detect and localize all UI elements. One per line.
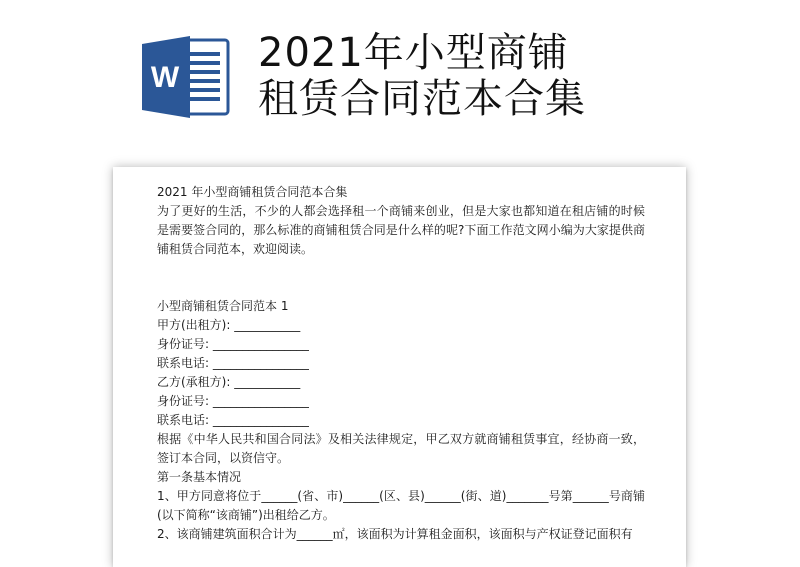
intro-paragraph: 为了更好的生活，不少的人都会选择租一个商铺来创业，但是大家也都知道在租店铺的时候是需要签合同的，那么标准的商铺租赁合同是什么样的呢?下面工作范文网小编为大家提供商铺租赁合同范本，欢迎阅读。 [157, 204, 645, 256]
svg-text:W: W [150, 61, 180, 94]
section-title: 小型商铺租赁合同范本 1 [157, 299, 289, 313]
title-line-2: 租赁合同范本合集 [258, 76, 586, 122]
party-a-field: 甲方(出租方): ___________ [157, 318, 301, 332]
title-line-1: 2021年小型商铺 [258, 30, 569, 76]
word-document-icon [142, 34, 232, 120]
party-a-phone-field: 联系电话: ________________ [157, 356, 309, 370]
preamble-paragraph: 根据《中华人民共和国合同法》及相关法律规定，甲乙双方就商铺租赁事宜，经协商一致，签订本合同，以资信守。 [157, 432, 645, 465]
clause-1-2: 2、该商铺建筑面积合计为______㎡，该面积为计算租金面积，该面积与产权证登记面积有 [157, 527, 633, 541]
page-title [258, 30, 586, 122]
party-b-field: 乙方(承租方): ___________ [157, 375, 301, 389]
clause-1-1: 1、甲方同意将位于______(省、市)______(区、县)______(街、道)_______号第______号商铺(以下简称“该商铺”)出租给乙方。 [157, 489, 645, 522]
party-a-id-field: 身份证号: ________________ [157, 337, 309, 351]
party-b-phone-field: 联系电话: ________________ [157, 413, 309, 427]
document-heading: 2021 年小型商铺租赁合同范本合集 [157, 185, 348, 199]
article-1-title: 第一条基本情况 [157, 470, 242, 484]
header-banner [0, 0, 800, 150]
document-body [157, 183, 645, 544]
party-b-id-field: 身份证号: ________________ [157, 394, 309, 408]
